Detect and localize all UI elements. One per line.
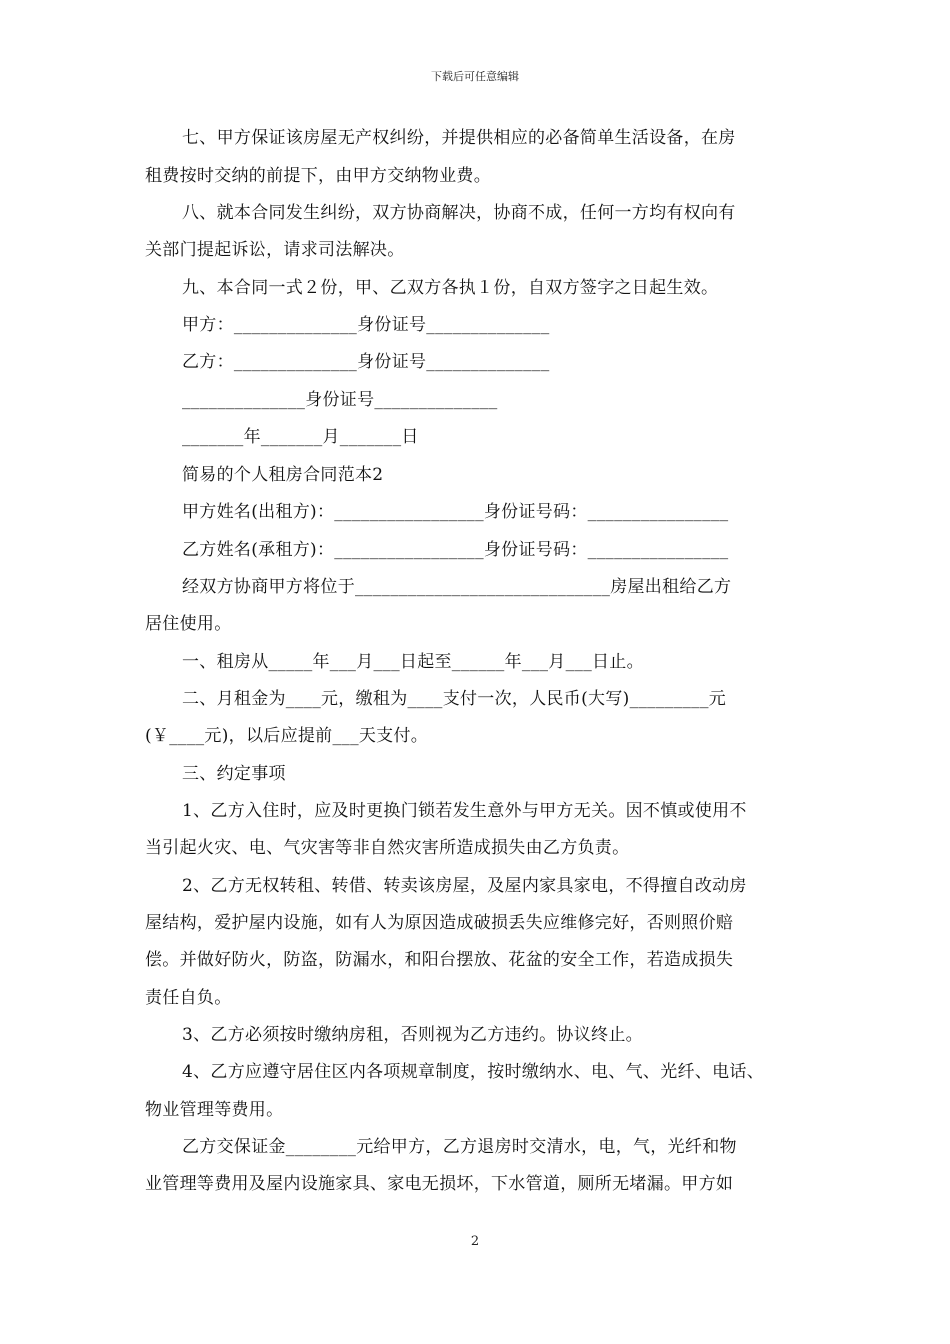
paragraph-line: 屋结构，爱护屋内设施，如有人为原因造成破损丢失应维修完好，否则照价赔 xyxy=(145,913,734,933)
signature-line-witness: ______________身份证号______________ xyxy=(182,390,498,410)
signature-line-party-b: 乙方：______________身份证号______________ xyxy=(182,352,550,372)
paragraph-line: 物业管理等费用。 xyxy=(145,1100,284,1120)
section-title: 简易的个人租房合同范本2 xyxy=(182,465,384,485)
page-number: 2 xyxy=(470,1234,480,1249)
section-heading: 三、约定事项 xyxy=(182,764,286,784)
landlord-info-line: 甲方姓名(出租方)：_________________身份证号码：________________ xyxy=(182,502,729,522)
signature-line-party-a: 甲方：______________身份证号______________ xyxy=(182,315,550,335)
paragraph-line: 3、乙方必须按时缴纳房租，否则视为乙方违约。协议终止。 xyxy=(182,1025,643,1045)
date-line: _______年_______月_______日 xyxy=(182,427,419,447)
page-header: 下载后可任意编辑 xyxy=(431,70,519,83)
paragraph-line: 乙方交保证金________元给甲方，乙方退房时交清水，电，气，光纤和物 xyxy=(182,1137,737,1157)
paragraph-line: 经双方协商甲方将位于_____________________________房屋出租给乙方 xyxy=(182,577,732,597)
paragraph-line: 关部门提起诉讼，请求司法解决。 xyxy=(145,240,405,260)
paragraph-line: 二、月租金为____元，缴租为____支付一次，人民币(大写)_________元 xyxy=(182,689,727,709)
paragraph-line: 责任自负。 xyxy=(145,988,232,1008)
tenant-info-line: 乙方姓名(承租方)：_________________身份证号码：________________ xyxy=(182,540,729,560)
paragraph-line: 租费按时交纳的前提下，由甲方交纳物业费。 xyxy=(145,166,491,186)
paragraph-line: 4、乙方应遵守居住区内各项规章制度，按时缴纳水、电、气、光纤、电话、 xyxy=(182,1062,765,1082)
paragraph-line: 2、乙方无权转租、转借、转卖该房屋，及屋内家具家电，不得擅自改动房 xyxy=(182,876,747,896)
paragraph-line: 七、甲方保证该房屋无产权纠纷，并提供相应的必备简单生活设备，在房 xyxy=(182,128,736,148)
paragraph-line: 八、就本合同发生纠纷，双方协商解决，协商不成，任何一方均有权向有 xyxy=(182,203,736,223)
paragraph-line: 当引起火灾、电、气灾害等非自然灾害所造成损失由乙方负责。 xyxy=(145,838,630,858)
paragraph-line: 居住使用。 xyxy=(145,614,232,634)
paragraph-line: 业管理等费用及屋内设施家具、家电无损坏，下水管道，厕所无堵漏。甲方如 xyxy=(145,1174,734,1194)
paragraph-line: (￥____元)，以后应提前___天支付。 xyxy=(145,726,429,746)
paragraph-line: 偿。并做好防火，防盗，防漏水，和阳台摆放、花盆的安全工作，若造成损失 xyxy=(145,950,734,970)
paragraph-line: 九、本合同一式２份，甲、乙双方各执１份，自双方签字之日起生效。 xyxy=(182,278,719,298)
paragraph-line: 一、租房从_____年___月___日起至______年___月___日止。 xyxy=(182,652,644,672)
paragraph-line: 1、乙方入住时，应及时更换门锁若发生意外与甲方无关。因不慎或使用不 xyxy=(182,801,747,821)
